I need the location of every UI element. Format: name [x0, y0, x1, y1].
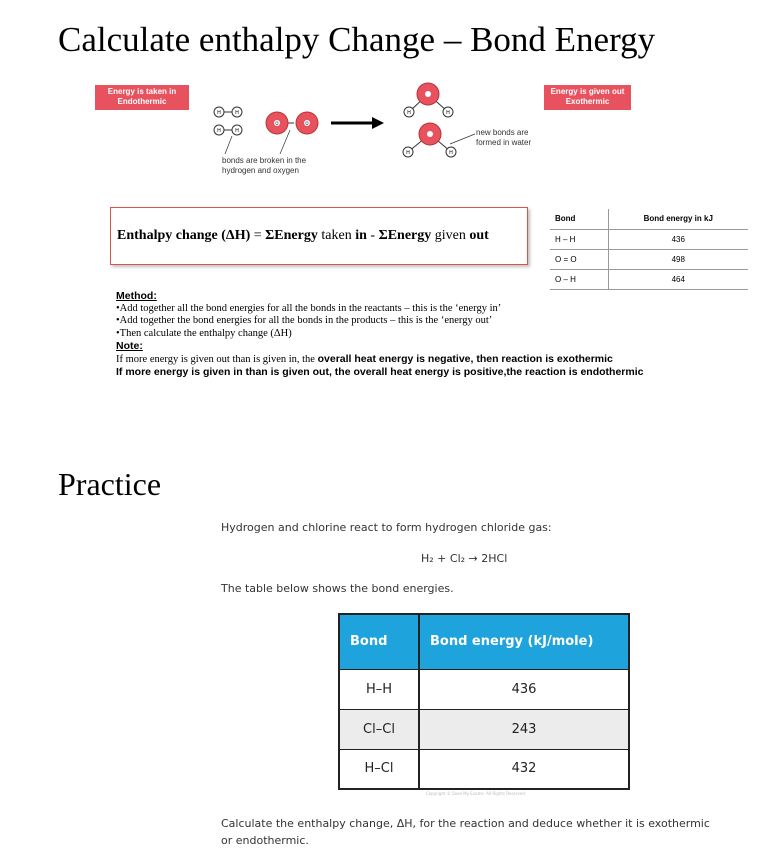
exothermic-tag-line2: Exothermic	[565, 97, 610, 106]
water-molecule-2	[403, 123, 456, 157]
energy-cell: 432	[419, 749, 629, 789]
o-atom-label: O	[305, 121, 309, 126]
reaction-equation: H₂ + Cl₂ → 2HCl	[421, 552, 508, 565]
bond-cell: O = O	[550, 249, 608, 269]
table-row	[550, 249, 748, 269]
h-atom-label: H	[217, 128, 221, 134]
h-atom-label: H	[217, 110, 221, 116]
bonds-broken-caption	[222, 156, 332, 176]
note-text-bold: overall heat energy is negative, then reaction is exothermic	[317, 352, 613, 365]
method-step: •Add together all the bond energies for all the bonds in the reactants – this is the ‘energy in’	[116, 302, 502, 314]
formula-equals: =	[250, 228, 266, 243]
bond-energy-table	[338, 613, 630, 790]
enthalpy-formula	[117, 228, 489, 244]
endothermic-tag	[95, 85, 189, 110]
caption-line: formed in water	[476, 138, 532, 147]
table-row	[339, 749, 629, 789]
note-line-1	[116, 353, 716, 367]
practice-question: Calculate the enthalpy change, ΔH, for the reaction and deduce whether it is exothermic or endothermic.	[221, 817, 710, 847]
table-row	[339, 669, 629, 709]
formula-word: given	[431, 228, 470, 243]
bond-cell: H–H	[339, 669, 419, 709]
h-atom-label: H	[235, 110, 239, 116]
endothermic-tag-line1: Energy is taken in	[107, 87, 177, 96]
water-molecule-1	[404, 83, 453, 117]
table-row	[550, 229, 748, 249]
note-heading: Note:	[116, 340, 143, 352]
hydrogen-molecule-2	[214, 125, 242, 135]
table-row	[550, 269, 748, 289]
table-header: Bond energy (kJ/mole)	[419, 614, 629, 669]
endothermic-tag-line2: Endothermic	[117, 97, 167, 106]
method-section	[116, 290, 716, 379]
note-text: If more energy is given out than is given in, the	[116, 353, 318, 365]
table-row	[339, 709, 629, 749]
table-header: Bond	[339, 614, 419, 669]
oxygen-molecule	[266, 112, 318, 134]
bond-cell: Cl–Cl	[339, 709, 419, 749]
energy-cell: 436	[608, 229, 748, 249]
formula-lhs: Enthalpy change (ΔH)	[117, 228, 251, 243]
practice-heading: Practice	[58, 466, 162, 502]
table-header: Bond energy in kJ	[608, 209, 748, 229]
formula-energy-term: ΣEnergy	[265, 228, 318, 243]
hydrogen-molecule-1	[214, 107, 242, 117]
h-atom-label: H	[446, 110, 450, 116]
bonds-formed-caption	[476, 128, 556, 148]
exothermic-tag-line1: Energy is given out	[550, 87, 625, 96]
caption-line: hydrogen and oxygen	[222, 166, 299, 175]
method-step: •Then calculate the enthalpy change (ΔH)	[116, 327, 292, 339]
h-atom-label: H	[235, 128, 239, 134]
o-atom-label: O	[275, 121, 279, 126]
h-atom-label: H	[449, 150, 453, 156]
enthalpy-formula-box	[110, 207, 528, 265]
reaction-arrow-icon	[331, 117, 384, 129]
formula-out: out	[469, 228, 489, 243]
formula-in: in	[355, 228, 367, 243]
practice-intro: Hydrogen and chlorine react to form hydrogen chloride gas:	[221, 521, 552, 534]
table-intro: The table below shows the bond energies.	[221, 582, 454, 595]
formula-energy-term: ΣEnergy	[378, 228, 432, 243]
energy-cell: 498	[608, 249, 748, 269]
h-atom-label: H	[406, 150, 410, 156]
copyright-note: Copyright © Save My Exams. All Rights Reserved	[426, 791, 525, 796]
caption-line: bonds are broken in the	[222, 156, 307, 165]
bond-cell: H – H	[550, 229, 608, 249]
h-atom-label: H	[407, 110, 411, 116]
formula-minus: -	[366, 228, 379, 243]
caption-line: new bonds are	[476, 128, 529, 137]
table-header: Bond	[550, 209, 608, 229]
energy-cell: 243	[419, 709, 629, 749]
method-heading: Method:	[116, 290, 157, 302]
bond-cell: H–Cl	[339, 749, 419, 789]
energy-cell: 436	[419, 669, 629, 709]
energy-cell: 464	[608, 269, 748, 289]
note-line-2: If more energy is given in than is given out, the overall heat energy is positive,the reaction is endothermic	[116, 366, 644, 378]
bond-energy-table-small	[550, 209, 748, 290]
method-step: •Add together the bond energies for all the bonds in the products – this is the ‘energy out’	[116, 315, 493, 326]
page-title: Calculate enthalpy Change – Bond Energy	[58, 20, 656, 59]
bond-cell: O – H	[550, 269, 608, 289]
formula-word: taken	[317, 228, 356, 243]
exothermic-tag	[544, 85, 631, 110]
